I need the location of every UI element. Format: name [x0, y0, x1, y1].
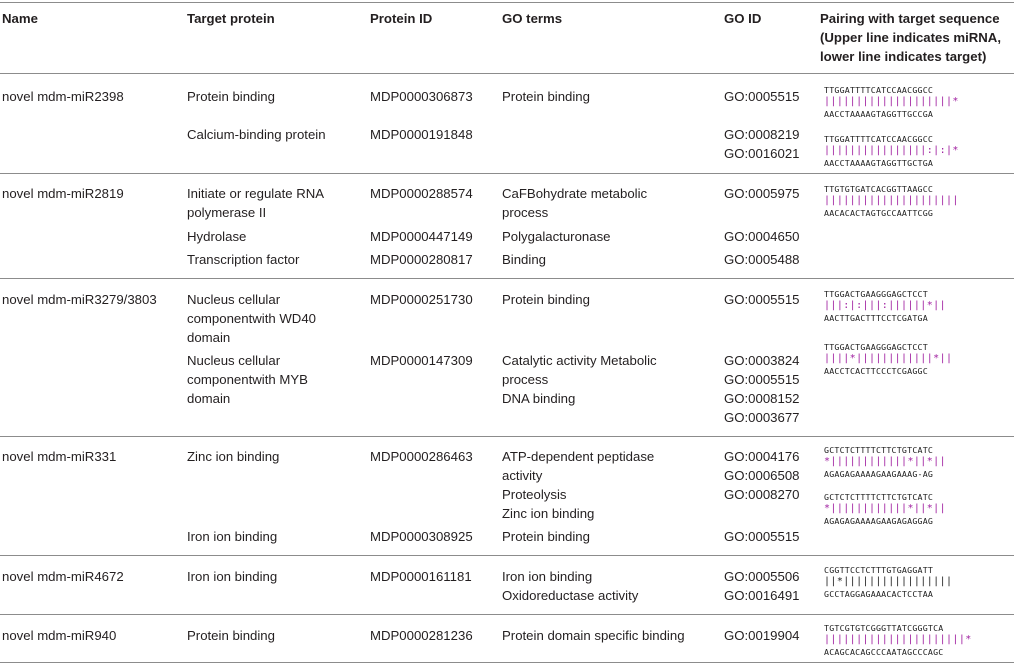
target-sequence: ACAGCACAGCCCAATAGCCCAGC: [824, 647, 944, 657]
go-term: Iron ion binding: [502, 569, 593, 584]
pairing-alignment: [824, 133, 1004, 169]
go-term-cont: process: [502, 372, 549, 387]
go-id: GO:0008152: [724, 391, 800, 406]
mirna-sequence: TTGGATTTTCATCCAACGGCC: [824, 85, 934, 95]
header-target-protein: Target protein: [187, 11, 275, 26]
row-name: novel mdm-miR940: [2, 628, 117, 643]
table-bottom-rule: [0, 662, 1014, 663]
row-divider: [0, 173, 1014, 174]
go-term: Protein binding: [502, 529, 590, 544]
go-term: Protein binding: [502, 292, 590, 307]
protein-id: MDP0000288574: [370, 186, 473, 201]
protein-id: MDP0000161181: [370, 569, 472, 584]
target-protein-cont: componentwith MYB: [187, 372, 308, 387]
pairing-line: |||||||||||||||||||||: [824, 195, 959, 206]
go-id: GO:0005975: [724, 186, 800, 201]
go-id: GO:0005515: [724, 372, 800, 387]
go-id: GO:0005506: [724, 569, 800, 584]
target-protein: Nucleus cellular: [187, 353, 281, 368]
go-id: GO:0005515: [724, 292, 800, 307]
go-term: Oxidoreductase activity: [502, 588, 639, 603]
target-protein: Calcium-binding protein: [187, 127, 326, 142]
target-protein: Protein binding: [187, 628, 275, 643]
pairing-line: ||||*||||||||||||*||: [824, 353, 953, 364]
protein-id: MDP0000286463: [370, 449, 473, 464]
header-rule: [0, 73, 1014, 74]
target-sequence: AACCTAAAAGTAGGTTGCCGA: [824, 109, 934, 119]
mirna-sequence: TTGGATTTTCATCCAACGGCC: [824, 134, 934, 144]
go-id: GO:0004650: [724, 229, 800, 244]
go-id: GO:0005515: [724, 529, 800, 544]
go-term: DNA binding: [502, 391, 576, 406]
header-protein-id: Protein ID: [370, 11, 433, 26]
go-id: GO:0019904: [724, 628, 800, 643]
target-protein: Nucleus cellular: [187, 292, 281, 307]
go-term: Polygalacturonase: [502, 229, 611, 244]
mirna-sequence: TTGGACTGAAGGGAGCTCCT: [824, 342, 928, 352]
row-name: novel mdm-miR2398: [2, 89, 124, 104]
go-term-cont: activity: [502, 468, 543, 483]
row-divider: [0, 614, 1014, 615]
target-protein-cont: polymerase II: [187, 205, 267, 220]
header-pairing-line1: Pairing with target sequence: [820, 11, 1000, 26]
target-sequence: GCCTAGGAGAAACACTCCTAA: [824, 589, 934, 599]
target-sequence: AGAGAGAAAAGAAGAAAG-AG: [824, 469, 934, 479]
target-sequence: AACTTGACTTTCCTCGATGA: [824, 313, 928, 323]
go-id: GO:0005515: [724, 89, 800, 104]
go-term-cont: process: [502, 205, 549, 220]
target-sequence: AACCTAAAAGTAGGTTGCTGA: [824, 158, 934, 168]
pairing-line: *||||||||||||*||*||: [824, 503, 946, 514]
mirna-sequence: CGGTTCCTCTTTGTGAGGATT: [824, 565, 934, 575]
target-protein-cont: domain: [187, 330, 231, 345]
mirna-sequence: GCTCTCTTTTCTTCTGTCATC: [824, 492, 934, 502]
header-pairing-line2: (Upper line indicates miRNA,: [820, 30, 1001, 45]
target-sequence: AACACACTAGTGCCAATTCGG: [824, 208, 934, 218]
go-id: GO:0003677: [724, 410, 800, 425]
pairing-alignment: [824, 444, 1004, 480]
target-protein: Iron ion binding: [187, 569, 278, 584]
go-term: Protein domain specific binding: [502, 628, 685, 643]
go-term: ATP-dependent peptidase: [502, 449, 655, 464]
protein-id: MDP0000447149: [370, 229, 473, 244]
pairing-alignment: [824, 84, 1004, 120]
go-id: GO:0003824: [724, 353, 800, 368]
mirna-sequence: TTGGACTGAAGGGAGCTCCT: [824, 289, 928, 299]
go-id: GO:0004176: [724, 449, 800, 464]
pairing-line: ||*|||||||||||||||||: [824, 576, 953, 587]
target-protein-cont: domain: [187, 391, 231, 406]
protein-id: MDP0000251730: [370, 292, 473, 307]
go-term: CaFBohydrate metabolic: [502, 186, 648, 201]
go-id: GO:0016021: [724, 146, 800, 161]
go-term: Protein binding: [502, 89, 590, 104]
mirna-sequence: TTGTGTGATCACGGTTAAGCC: [824, 184, 934, 194]
go-term: Proteolysis: [502, 487, 567, 502]
pairing-alignment: [824, 564, 1004, 600]
mirna-sequence: GCTCTCTTTTCTTCTGTCATC: [824, 445, 934, 455]
pairing-alignment: [824, 341, 1004, 377]
row-divider: [0, 555, 1014, 556]
target-protein-cont: componentwith WD40: [187, 311, 317, 326]
target-protein: Protein binding: [187, 89, 275, 104]
target-protein: Transcription factor: [187, 252, 300, 267]
protein-id: MDP0000281236: [370, 628, 473, 643]
pairing-alignment: [824, 622, 1004, 658]
target-protein: Zinc ion binding: [187, 449, 280, 464]
row-divider: [0, 278, 1014, 279]
target-protein: Hydrolase: [187, 229, 247, 244]
mirna-sequence: TGTCGTGTCGGGTTATCGGGTCA: [824, 623, 944, 633]
row-name: novel mdm-miR2819: [2, 186, 124, 201]
header-go-id: GO ID: [724, 11, 762, 26]
pairing-line: *||||||||||||*||*||: [824, 456, 946, 467]
protein-id: MDP0000308925: [370, 529, 473, 544]
target-sequence: AGAGAGAAAAGAAGAGAGGAG: [824, 516, 934, 526]
pairing-line: ||||||||||||||||||||||*: [824, 634, 972, 645]
go-id: GO:0008270: [724, 487, 800, 502]
go-id: GO:0006508: [724, 468, 800, 483]
pairing-line: ||||||||||||||||||||*: [824, 96, 959, 107]
protein-id: MDP0000191848: [370, 127, 473, 142]
protein-id: MDP0000147309: [370, 353, 473, 368]
go-id: GO:0008219: [724, 127, 800, 142]
go-term: Zinc ion binding: [502, 506, 595, 521]
target-protein: Initiate or regulate RNA: [187, 186, 325, 201]
go-id: GO:0016491: [724, 588, 800, 603]
table-top-rule: [0, 2, 1014, 3]
pairing-line: |||:|:|||:||||||*||: [824, 300, 946, 311]
target-protein: Iron ion binding: [187, 529, 278, 544]
protein-id: MDP0000306873: [370, 89, 473, 104]
row-divider: [0, 436, 1014, 437]
go-term: Binding: [502, 252, 546, 267]
row-name: novel mdm-miR4672: [2, 569, 124, 584]
pairing-alignment: [824, 491, 1004, 527]
protein-id: MDP0000280817: [370, 252, 473, 267]
header-pairing-line3: lower line indicates target): [820, 49, 987, 64]
go-term: Catalytic activity Metabolic: [502, 353, 657, 368]
pairing-line: ||||||||||||||||:|:|*: [824, 145, 959, 156]
header-name: Name: [2, 11, 38, 26]
header-go-terms: GO terms: [502, 11, 563, 26]
pairing-alignment: [824, 288, 1004, 324]
row-name: novel mdm-miR331: [2, 449, 117, 464]
target-sequence: AACCTCACTTCCCTCGAGGC: [824, 366, 928, 376]
row-name: novel mdm-miR3279/3803: [2, 292, 157, 307]
pairing-alignment: [824, 183, 1004, 219]
go-id: GO:0005488: [724, 252, 800, 267]
